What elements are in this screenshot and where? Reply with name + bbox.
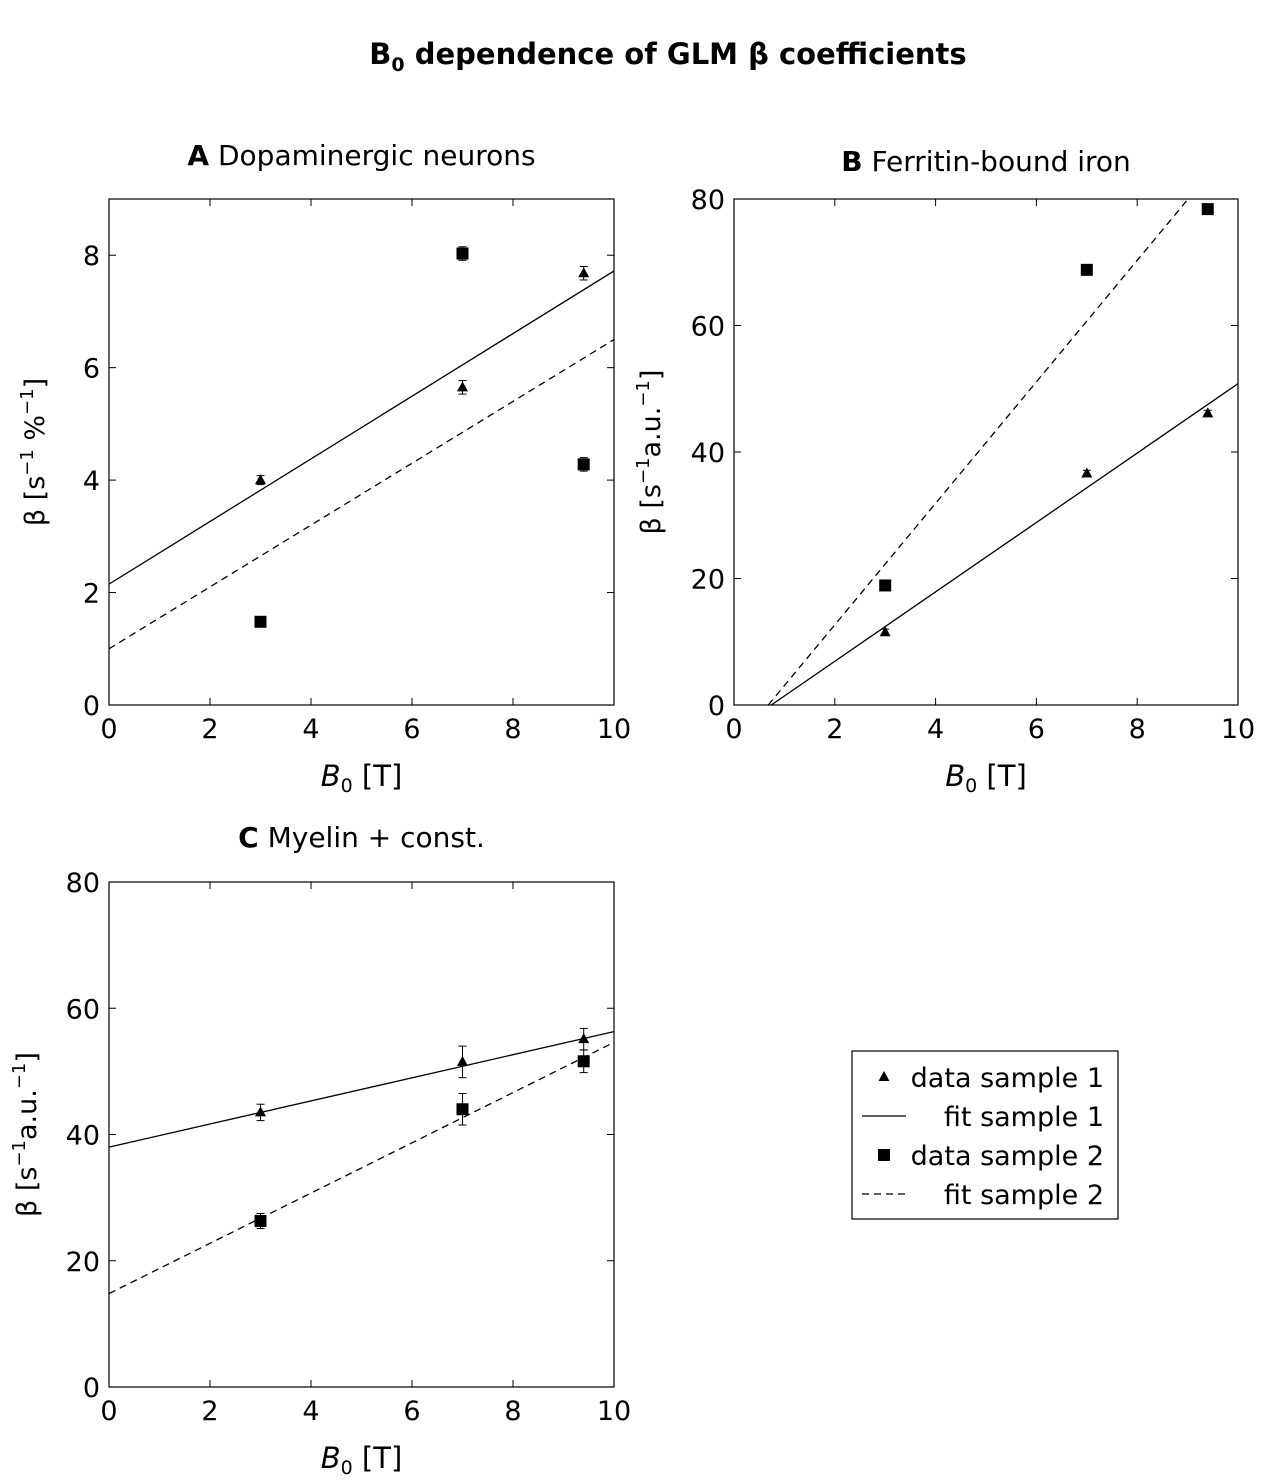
x-label-main: B: [320, 1441, 341, 1475]
x-tick-label: 8: [1128, 714, 1146, 745]
data-point-sample-2: [255, 1215, 267, 1227]
panel-title: [187, 139, 535, 172]
x-tick-label: 6: [403, 714, 421, 745]
data-point-sample-1: [578, 267, 589, 277]
y-label-end: ]: [20, 377, 51, 389]
panel-letter: B: [841, 145, 863, 178]
x-tick-label: 2: [826, 714, 844, 745]
data-point-sample-2: [1202, 203, 1214, 215]
x-label-main: B: [945, 759, 966, 793]
panel-c: [9, 821, 631, 1479]
x-label-rest: [T]: [352, 1441, 403, 1475]
panel-letter: A: [187, 139, 210, 172]
x-axis-label: [321, 759, 403, 797]
x-tick-label: 8: [504, 1396, 522, 1427]
fit-line-sample-1: [771, 384, 1238, 705]
data-point-sample-1: [457, 1056, 468, 1066]
x-axis-label: [321, 1441, 403, 1479]
x-label-rest: [T]: [352, 759, 403, 793]
x-label-sub: 0: [965, 775, 978, 797]
legend-label: fit sample 2: [943, 1180, 1104, 1211]
plot-area: [768, 199, 1238, 705]
x-tick-label: 0: [725, 714, 743, 745]
y-tick-label: 60: [690, 311, 725, 343]
data-point-sample-1: [880, 626, 891, 636]
y-tick-label: 60: [65, 994, 100, 1026]
figure-title: $B_0$ dependence of GLM β coefficients: [369, 37, 967, 76]
data-point-sample-2: [578, 458, 590, 470]
title-space: [209, 139, 218, 172]
y-label-main: β [s: [20, 475, 51, 527]
x-tick-label: 2: [201, 1396, 219, 1427]
data-point-sample-2: [255, 616, 267, 628]
y-tick-label: 2: [82, 578, 100, 610]
fit-line-sample-1: [109, 1032, 614, 1148]
panel-title: [841, 145, 1131, 178]
plot-frame: [734, 199, 1238, 705]
x-axis-label: [945, 759, 1027, 797]
y-tick-label: 20: [690, 564, 725, 596]
y-label-sup2: −1: [9, 1062, 30, 1090]
x-label-main: B: [320, 759, 341, 793]
fit-line-sample-2: [768, 199, 1188, 705]
legend-label: data sample 1: [910, 1063, 1104, 1094]
y-label-main: β [s: [12, 1166, 43, 1217]
y-tick-label: 0: [82, 1373, 100, 1404]
y-axis-label: [9, 1052, 43, 1217]
legend: [852, 1051, 1118, 1219]
y-tick-label: 80: [690, 185, 725, 216]
fit-line-sample-1: [109, 271, 614, 584]
legend-square-marker: [878, 1149, 890, 1161]
x-tick-label: 4: [302, 714, 320, 745]
y-axis-label: [633, 370, 667, 535]
y-label-mid: %: [20, 414, 51, 450]
plot-frame: [109, 882, 614, 1387]
x-tick-label: 6: [1027, 714, 1045, 745]
y-label-sup1: −1: [17, 449, 38, 476]
fit-line-sample-2: [109, 1042, 614, 1293]
x-tick-label: 4: [302, 1396, 320, 1427]
y-label-end: ]: [12, 1052, 43, 1063]
plot-frame: [109, 199, 614, 705]
x-tick-label: 10: [596, 1396, 632, 1427]
y-tick-label: 0: [82, 691, 100, 722]
y-tick-label: 80: [65, 868, 100, 899]
y-label-mid: a.u.: [12, 1089, 43, 1140]
y-tick-label: 6: [82, 353, 100, 385]
data-point-sample-2: [879, 579, 891, 591]
y-tick-label: 4: [82, 466, 100, 498]
legend-label: data sample 2: [910, 1141, 1104, 1172]
data-point-sample-2: [457, 248, 469, 260]
panel-title: [238, 821, 485, 854]
x-label-sub: 0: [340, 775, 353, 797]
data-point-sample-1: [1081, 468, 1092, 478]
x-tick-label: 8: [504, 714, 522, 745]
y-tick-label: 40: [690, 438, 725, 469]
panel-title-text: Ferritin-bound iron: [871, 145, 1131, 178]
fit-line-sample-2: [109, 340, 614, 649]
title-space: [863, 145, 872, 178]
x-tick-label: 0: [100, 714, 118, 745]
panel-a: [17, 139, 631, 797]
data-point-sample-1: [457, 381, 468, 391]
panel-title-text: Dopaminergic neurons: [217, 139, 536, 172]
x-tick-label: 4: [927, 714, 945, 745]
y-label-mid: a.u.: [636, 406, 667, 458]
x-label-sub: 0: [340, 1457, 353, 1479]
plot-area: [109, 1032, 614, 1294]
data-point-sample-2: [457, 1103, 469, 1115]
y-label-sup2: −1: [633, 380, 654, 407]
x-tick-label: 10: [1220, 714, 1256, 745]
y-tick-label: 40: [65, 1120, 100, 1152]
x-label-rest: [T]: [977, 759, 1027, 793]
y-label-main: β [s: [636, 484, 667, 535]
y-tick-label: 8: [82, 241, 100, 273]
y-label-end: ]: [636, 369, 667, 381]
data-point-sample-2: [578, 1055, 590, 1067]
y-label-sup1: −1: [633, 457, 654, 485]
data-point-sample-2: [1081, 264, 1093, 276]
panel-title-text: Myelin + const.: [267, 821, 485, 854]
y-tick-label: 20: [65, 1246, 100, 1278]
title-space: [259, 821, 268, 854]
x-tick-label: 2: [201, 714, 219, 745]
y-axis-label: [17, 378, 51, 526]
plot-area: [109, 271, 614, 649]
y-tick-label: 0: [707, 691, 725, 722]
panel-b: [633, 145, 1255, 797]
y-label-sup1: −1: [9, 1139, 30, 1167]
x-tick-label: 10: [596, 714, 632, 745]
legend-label: fit sample 1: [943, 1102, 1104, 1133]
data-point-sample-1: [1202, 407, 1213, 417]
y-label-sup2: −1: [17, 388, 38, 415]
panel-letter: C: [238, 821, 259, 854]
x-tick-label: 0: [100, 1396, 118, 1427]
x-tick-label: 6: [403, 1396, 421, 1427]
